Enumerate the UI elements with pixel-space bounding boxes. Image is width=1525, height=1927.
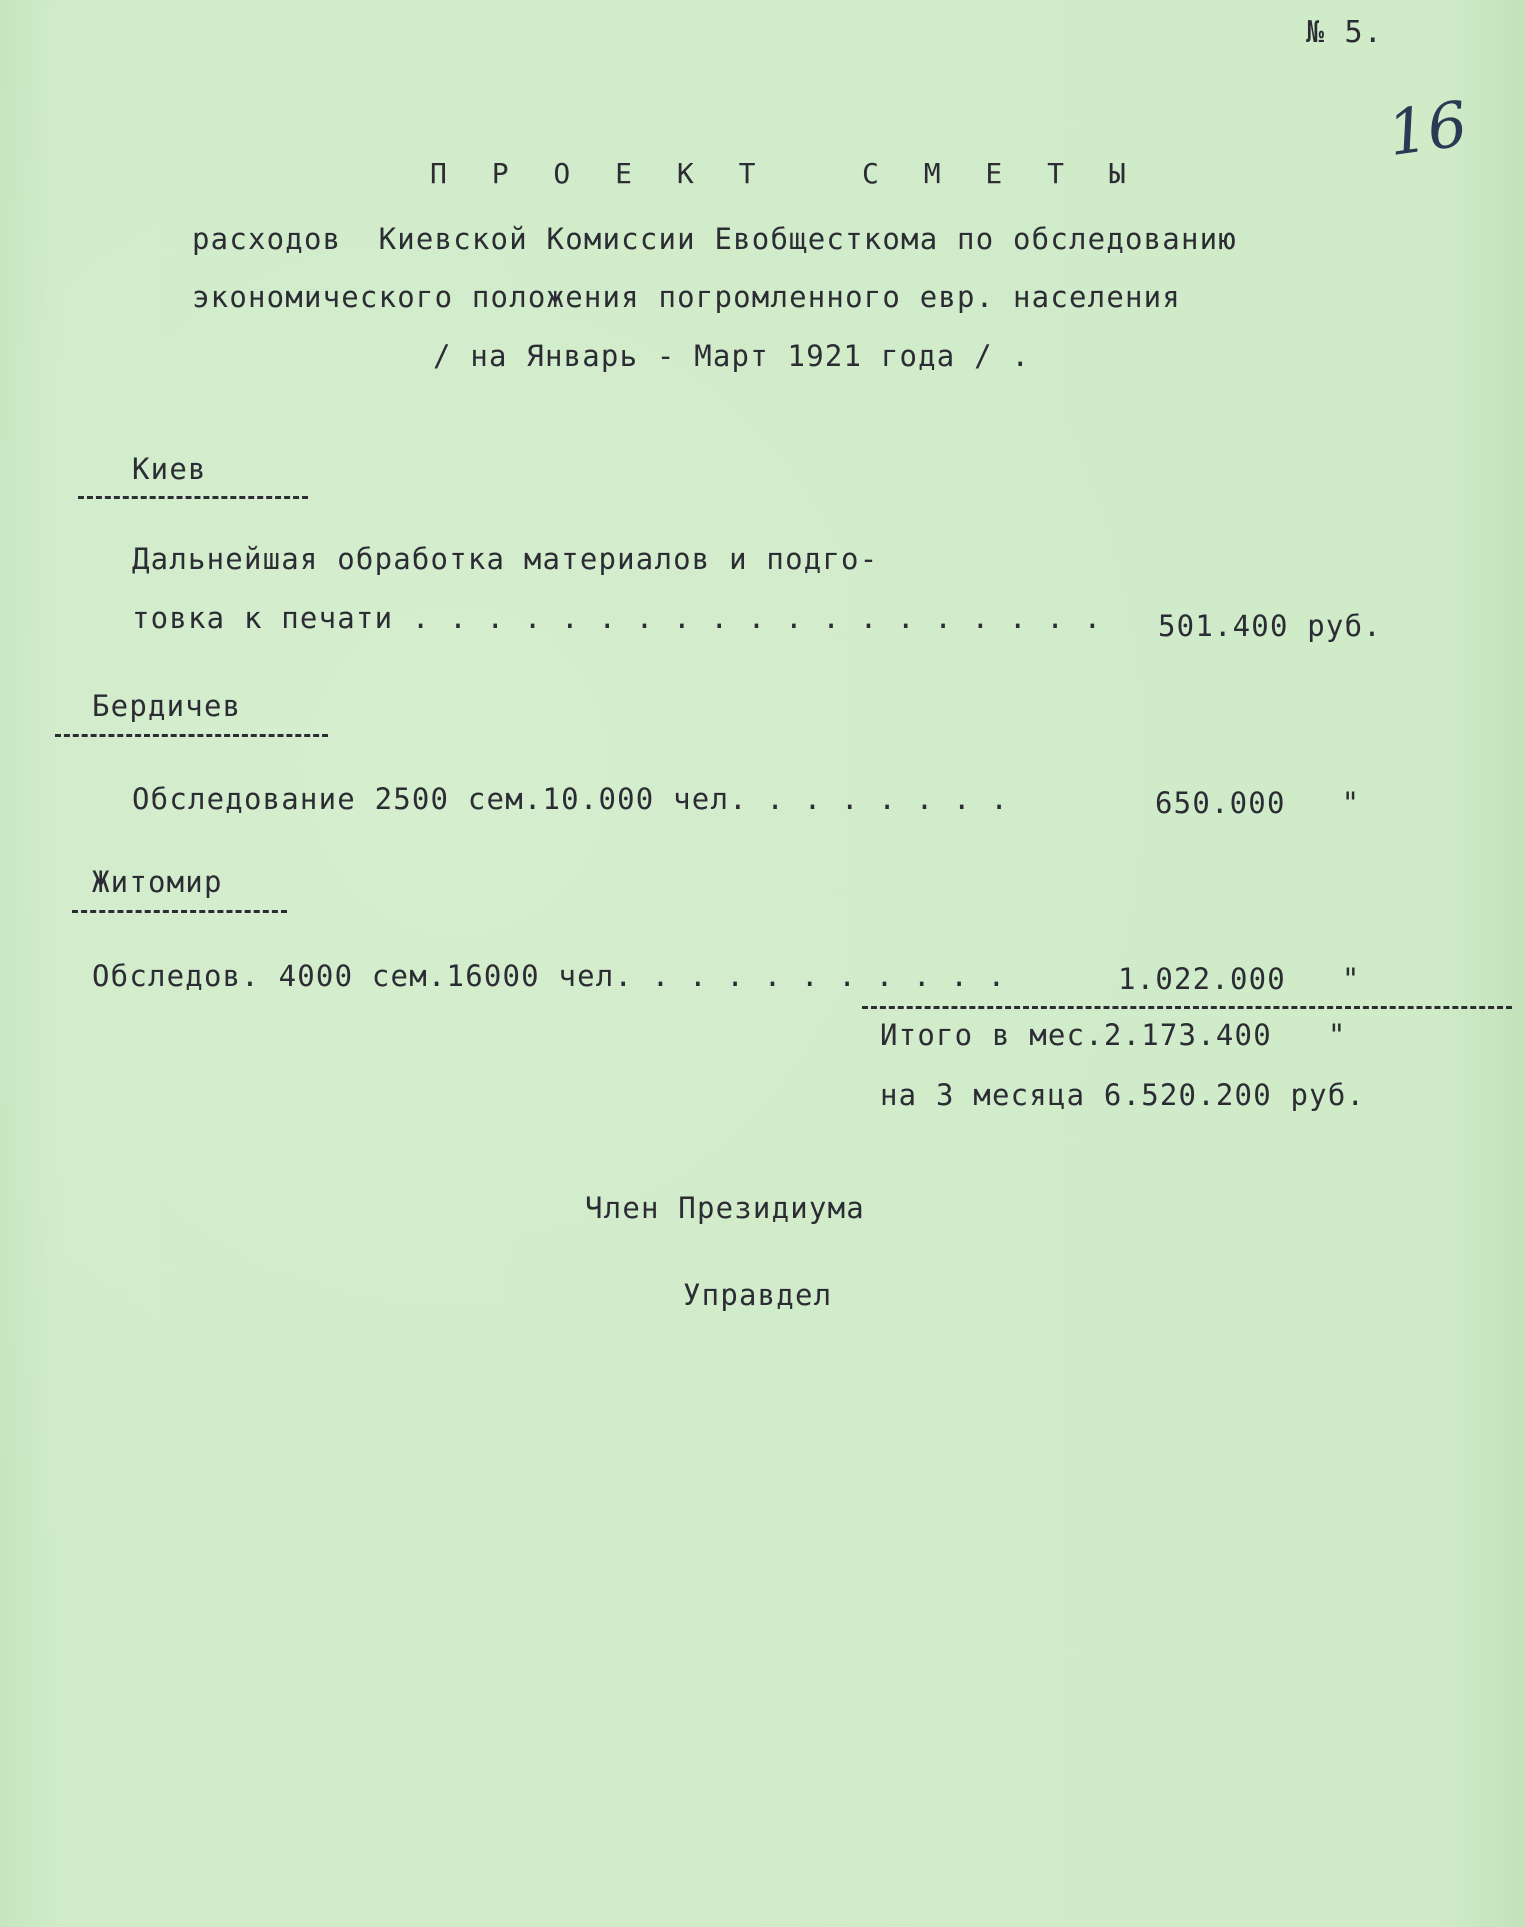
section-heading-berdichev: Бердичев bbox=[92, 689, 242, 723]
totals-divider bbox=[862, 1006, 1512, 1009]
signature-presidium-member: Член Президиума bbox=[585, 1191, 865, 1225]
section-underline bbox=[55, 734, 328, 737]
section-underline bbox=[72, 910, 287, 913]
document-number: № 5. bbox=[1306, 15, 1384, 50]
subtitle-line-3: / на Январь - Март 1921 года / . bbox=[433, 339, 1031, 373]
subtitle-line-1: расходов Киевской Комиссии Евобщесткома по обследованию bbox=[192, 222, 1237, 256]
handwritten-page-number: 16 bbox=[1383, 86, 1472, 171]
section-heading-zhitomir: Житомир bbox=[92, 865, 223, 899]
section-amount: 501.400 руб. bbox=[1158, 609, 1382, 643]
section-amount: 1.022.000 " bbox=[1118, 962, 1361, 996]
section-amount: 650.000 " bbox=[1155, 786, 1361, 820]
section-line: товка к печати . . . . . . . . . . . . . . . . . . . bbox=[132, 601, 1103, 635]
document-title: П Р О Е К Т С М Е Т Ы bbox=[430, 157, 1140, 190]
section-line: Обследов. 4000 сем.16000 чел. . . . . . . . . . . bbox=[92, 959, 1007, 993]
subtitle-line-2: экономического положения погромленного евр. населения bbox=[192, 280, 1181, 314]
section-heading-kiev: Киев bbox=[132, 452, 207, 486]
total-per-month: Итого в мес.2.173.400 " bbox=[880, 1018, 1347, 1052]
section-line: Дальнейшая обработка материалов и подго- bbox=[132, 542, 879, 576]
signature-office-manager: Управдел bbox=[683, 1278, 833, 1312]
section-line: Обследование 2500 сем.10.000 чел. . . . . . . . bbox=[132, 782, 1009, 816]
total-three-months: на 3 месяца 6.520.200 руб. bbox=[880, 1078, 1366, 1112]
section-underline bbox=[78, 496, 308, 499]
